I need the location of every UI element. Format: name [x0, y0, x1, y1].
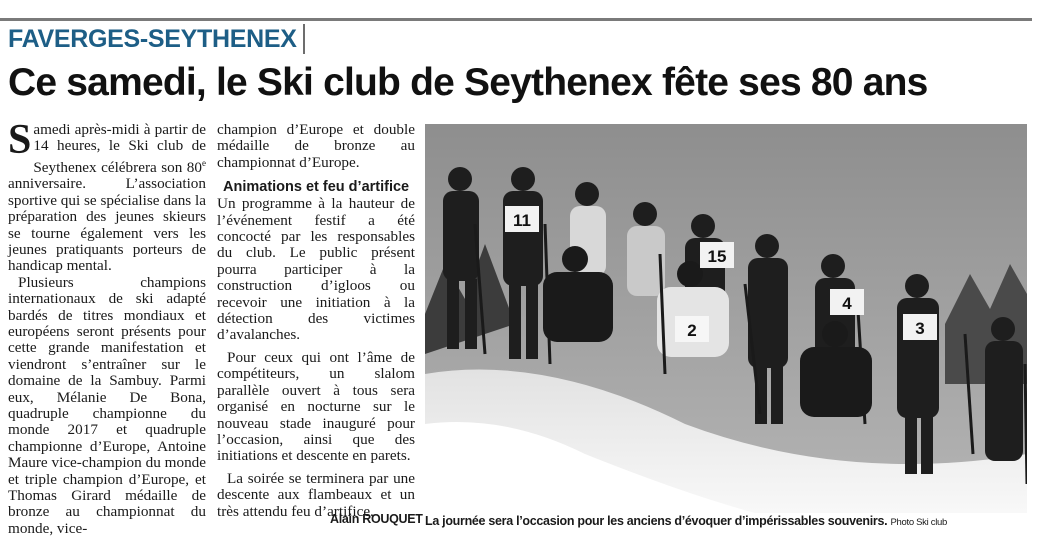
bib-number-5: 3	[915, 319, 925, 338]
photo-illustration	[425, 124, 1027, 513]
ordinal-superscript: e	[202, 157, 206, 168]
top-rule	[0, 18, 1032, 21]
bib-number-2: 15	[707, 247, 727, 266]
paragraph-1-text-a: amedi après-midi à partir de 14 heures, le Ski club de Seythenex célébrera son 80	[33, 121, 206, 176]
drop-cap: S	[8, 117, 32, 163]
article-column-1	[8, 117, 206, 537]
paragraph-1-text-b: anniversaire. L’association sportive qui se spécialise dans la préparation des jeunes skieurs se tourne également vers les jeunes pratiquants porteurs de handicap mental.	[8, 175, 206, 275]
article-headline: Ce samedi, le Ski club de Seythenex fête ses 80 ans	[8, 61, 928, 104]
article-column-2	[217, 122, 415, 520]
photo-caption	[425, 514, 947, 528]
article-subhead: Animations et feu d’artifice	[223, 179, 410, 196]
paragraph-5: La soirée se terminera par une descente aux flambeaux et un très attendu feu d’artifice.	[217, 469, 415, 520]
paragraph-2: Plusieurs champions internationaux de ski adapté bardés de titres mondiaux et européens seront présents pour cette grande manifestation et viendront s’entraîner sur le domaine de la Sambuy. Parmi eux, Mélanie De Bona, quadruple championne du monde 2017 et quadruple championne d’Europe, Antoine Maure vice-champion du monde et triple champion d’Europe, et Thomas Girard médaille de bronze au championnat du monde, vice-	[8, 273, 206, 537]
photo-credit: Photo Ski club	[890, 517, 948, 528]
bib-number-3: 2	[687, 321, 697, 340]
paragraph-2-continued: champion d’Europe et double médaille de bronze au championnat d’Europe.	[217, 121, 415, 171]
paragraph-4: Pour ceux qui ont l’âme de compétiteurs, un slalom parallèle ouvert à tous sera organisé en nocturne sur le nouveau stade inauguré pour l’occasion, ainsi que des initiations et descente en parets.	[217, 348, 415, 465]
section-kicker: FAVERGES-SEYTHENEX	[8, 24, 305, 54]
bib-number-1: 11	[513, 211, 531, 230]
paragraph-3: Un programme à la hauteur de l’événement festif a été concocté par les responsables du club. Le public présent pourra participer à la construction d’igloos ou recevoir une initiation à la détection des victimes d’avalanches.	[217, 195, 415, 344]
author-byline: Alain ROUQUET	[330, 512, 423, 526]
bib-number-4: 4	[842, 294, 852, 313]
paragraph-1	[8, 117, 206, 275]
archive-photo	[425, 124, 1027, 513]
caption-text: La journée sera l’occasion pour les anciens d’évoquer d’impérissables souvenirs.	[425, 514, 888, 528]
